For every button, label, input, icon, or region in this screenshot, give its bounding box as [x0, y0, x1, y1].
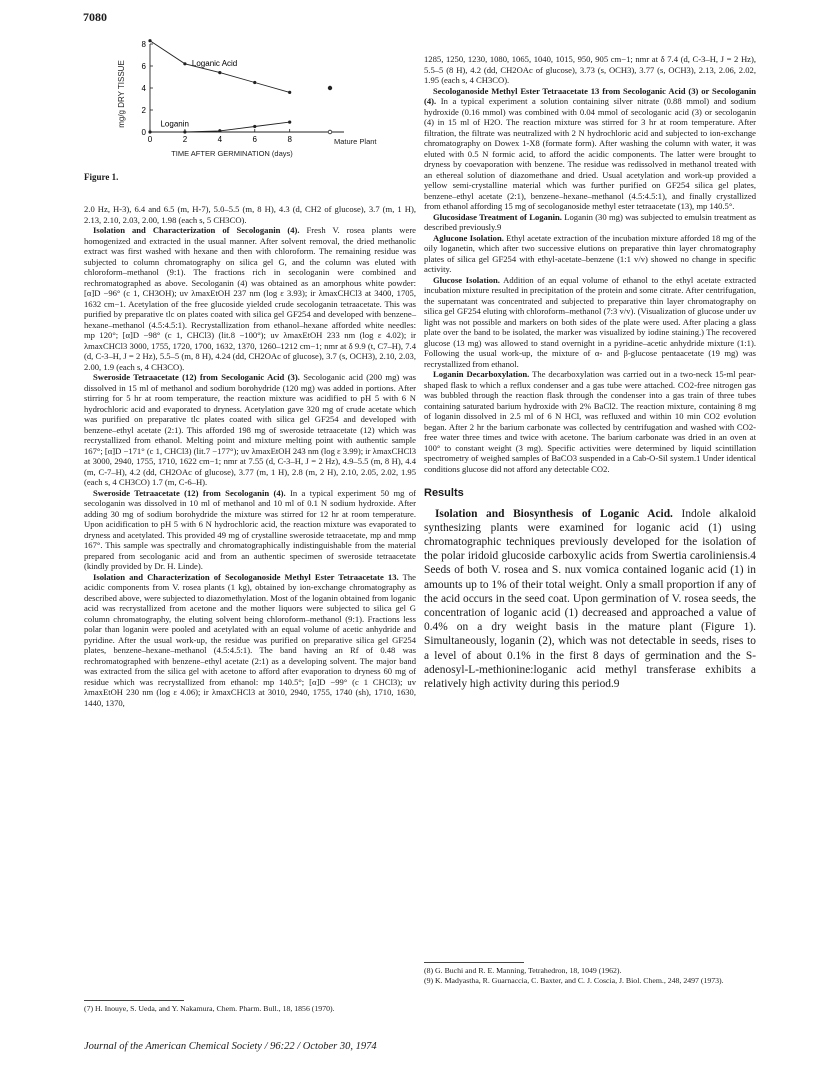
data-point — [288, 91, 291, 94]
x-tick-label: 4 — [217, 135, 223, 144]
left-paragraph — [84, 572, 416, 709]
paragraph-text: In a typical experiment 50 mg of secologanin was dissolved in 10 ml of methanol and 10 ml of 0.1 N sodium hydroxide. After adding 30 mg of sodium borohydride the mixture was stirred for 12 hr at room temperature. Upon acidification to pH 5 with 6 N hydrochloric acid, the reaction mixture was evaporated to dryness and acetylated. This provided 49 mg of crystalline sweroside tetraacetate, mp and mmp 167°. This sample was spectrally and chromatographically indistinguishable from the material prepared from secologanic acid and from an authentic specimen of sweroside tetraacetate (kindly provided by Dr. H. Linde). — [84, 487, 416, 571]
left-column — [84, 204, 416, 708]
right-paragraph — [424, 86, 756, 212]
right-paragraph — [424, 54, 756, 86]
x-tick-label: 6 — [252, 135, 257, 144]
paragraph-text: Addition of an equal volume of ethanol to the ethyl acetate extracted incubation mixture resulted in precipitation of the protein and some citrate. After centrifugation, the supernatant was concentrated and subjected to preparative thin layer chromatography on silica gel GF254 eluting with chloroform–methanol (7:3 v/v). (Visualization of glucose under uv light was not possible and markers on both sides of the plate were used. After placing a glass plate over the band to be isolated, the marker was visualized by iodine staining.) The recovered glucose (13 mg) was allowed to stand overnight in a pyridine–acetic anhydride mixture (1:1). Following the usual work-up, the mixture of α- and β-glucose pentaacetate (19 mg) was recrystallized from ethanol. — [424, 274, 756, 369]
data-point — [148, 130, 151, 133]
mature-plant-point — [328, 86, 332, 90]
figure-caption: Figure 1. — [84, 172, 119, 182]
series-label: Loganic Acid — [191, 59, 238, 68]
paragraph-text: Ethyl acetate extraction of the incubation mixture afforded 18 mg of the oily loganetin, which after two successive elutions on preparative thin layer chromatography plates of silica gel GF254 with ethyl-acetate–benzene (1:1 v/v) showed no change in specific activity. — [424, 232, 756, 274]
right-column — [424, 54, 756, 691]
data-point — [148, 39, 151, 42]
right-paragraph — [424, 212, 756, 233]
paragraph-heading: Secologanoside Methyl Ester Tetraacetate 13 from Secologanic Acid (3) or Secologanin (4). — [424, 85, 756, 106]
paragraph-text: In a typical experiment a solution containing silver nitrate (0.88 mmol) and sodium hydroxide (0.16 mmol) was combined with 0.04 mmol of secologanic acid (3) or secologanin (4) in 15 ml of H2O. The reaction mixture was stirred for 3 hr at room temperature. After filtration, the filtrate was neutralized with 2 N hydrochloric acid and subjected to ion-exchange chromatography on Dowex 1-X8 (formate form). After washing the column with water, it was eluted with 0.5 N formic acid, to afford the acidic components. The latter were brought to dryness by coevaporation with benzene. The residue was redissolved in methanol treated with an ethereal solution of diazomethane and dried. Usual acetylation and work-up provided a yellow semi-crystalline material which was further purified on GF254 silica gel plates, benzene–ethyl acetate (2:1), benzene–hexane–methanol (4.5:4.5:1), and finally crystallized from ethanol affording 15 mg of secologanoside methyl ester tetraacetate (13), mp 140.5°. — [424, 96, 756, 211]
x-axis-label: TIME AFTER GERMINATION (days) — [171, 149, 293, 158]
data-point — [218, 71, 221, 74]
y-axis-label — [117, 60, 126, 128]
results-section — [424, 507, 756, 692]
mature-plant-label: Mature Plant — [334, 137, 377, 146]
page-number: 7080 — [83, 10, 107, 24]
paragraph-heading: Sweroside Tetraacetate (12) from Secologanic Acid (3). — [93, 372, 300, 382]
figure-1-chart — [112, 36, 377, 166]
data-point — [183, 62, 186, 65]
paragraph-heading: Isolation and Characterization of Secologanoside Methyl Ester Tetraacetate 13. — [93, 571, 399, 582]
paragraph-heading: Aglucone Isolation. — [433, 232, 504, 243]
left-paragraph — [84, 204, 416, 225]
paragraph-text: Fresh V. rosea plants were homogenized and extracted in the usual manner. After solvent removal, the dried methanolic extract was first washed with hexane and then with chloroform. The remaining residue was subjected to column chromatography on silica gel G, and the column was eluted with chloroform–methanol (9:1). The fractions rich in secologanin were combined and rechromatographed as above. Secologanin (4) was obtained as an amorphous white powder: [α]D −96° (c 1, CH3OH); uv λmaxEtOH 237 nm (log ε 3.93); ir λmaxCHCl3 at 3400, 1705, 1632 cm−1. Acetylation of the free glucoside yielded crude secologanin tetraacetate. This was purified by preparative tlc on plates coated with silica gel GF254 and developed with benzene–hexane–methanol (4.5:4.5:1). Recrystallization from ethanol–hexane afforded white needles: mp 120°; [α]D −98° (c 1, CHCl3) (lit.8 −100°); uv λmaxEtOH 233 nm (log ε 4.02); ir λmaxCHCl3 3000, 1755, 1720, 1700, 1632, 1370, 1260–1212 cm−1; nmr at δ 9.9 (t, C7–H), 7.4 (d, C-3–H, J = 2 Hz), 5.5–5 (m, 8 H), 4.24 (dd, CH2OAc of glucose), 3.7 (s, OCH3), 2.10, 2.03, 2.00, 1.9 (each s, 4 CH3CO). — [84, 225, 416, 372]
y-tick-label: 8 — [141, 40, 146, 49]
y-tick-label: 0 — [141, 128, 146, 137]
paragraph-text: The acidic components from V. rosea plants (1 kg), obtained by ion-exchange chromatography as described above, were subjected to diazomethylation. Most of the loganin obtained from loganic acid was recrystallized from acetone and the mother liquors were subjected to silica gel G column chromatography, the eluting solvent being chloroform–methanol (9:1). Fractions less polar than loganin were pooled and acetylated with an equal volume of acetic anhydride and pyridine. After the usual work-up, the residue was purified on preparative silica gel GF254 plates, benzene–hexane–methanol (4.5:4.5:1). The band having an Rf of 0.48 was rechromatographed with benzene–ethyl acetate (2:1) as a developing solvent. The major band was extracted from the silica gel with acetone to afford after evaporation to dryness 60 mg of residue which was recrystallized from ethanol: mp 140.5°; [α]D −99° (c 1 CHCl3); uv λmaxEtOH 230 nm (log ε 4.06); ir λmaxCHCl3 at 3010, 2940, 1755, 1740 (sh), 1710, 1630, 1440, 1370, — [84, 571, 416, 708]
left-paragraph — [84, 372, 416, 488]
data-point — [218, 129, 221, 132]
journal-footer: Journal of the American Chemical Society / 96:22 / October 30, 1974 — [84, 1041, 377, 1052]
paragraph-text: Secologanic acid (200 mg) was dissolved in 15 ml of methanol and sodium borohydride (120 mg) was added in portions. After stirring for 5 hr at room temperature, the reaction mixture was acidified to pH 5 with 6 N hydrochloric acid and evaporated to dryness. Acetylation gave 320 mg of crude acetate which was purified on preparative tlc plates coated with silica gel GF254 and developed with benzene–ethyl acetate (2:1). This afforded 198 mg of sweroside tetraacetate (12) which was recrystallized from ethanol. Melting point and mixture melting point with authentic sample 167°; [α]D −171° (c 1, CHCl3) (lit.7 −177°); uv λmaxEtOH 243 nm (log ε 3.99); ir λmaxCHCl3 at 3000, 2940, 1755, 1710, 1622 cm−1; nmr at 7.55 (d, C-3–H, J = 2 Hz), 4.9–5.5 (m, 8 H), 4.4 (m, C-7–H), 4.2 (dd, CH2OAc of glucose), 3.77 (m, 1 H), 2.8 (m, 2 H), 2.10, 2.05, 2.02, 1.95 (each s, 4 CH3CO) 1.7 (m, C-6–H). — [84, 372, 416, 487]
results-heading: Results — [424, 487, 464, 499]
x-tick-label: 0 — [147, 135, 153, 144]
footnote: (9) K. Madyastha, R. Guarnaccia, C. Baxter, and C. J. Coscia, J. Biol. Chem., 248, 2497 (1973). — [424, 975, 724, 985]
paragraph-heading: Loganin Decarboxylation. — [433, 369, 530, 379]
paragraph-heading: Glucose Isolation. — [433, 274, 500, 285]
results-text: Indole alkaloid synthesizing plants were examined for loganic acid (1) using chromatographic techniques previously developed for the isolation of the polar iridoid glucoside carboxylic acids from Swertia caroliniensis.4 Seeds of both V. rosea and S. nux vomica contained loganic acid (1) in amounts up to 1% of their total weight. Only a small proportion if any of the acid occurs in the seed coat. Upon germination of V. rosea seeds, the concentration of loganic acid (1) decreased and approached a value of 0.4% on a dry weight basis in the mature plant (Figure 1). Simultaneously, loganin (2), which was not detectable in seeds, rises to a level of about 0.1% in the first 8 days of germination and the S-adenosyl-L-methionine:loganic acid methyl transferase exhibits a relatively high activity during this period.9 — [424, 507, 756, 690]
left-paragraph — [84, 488, 416, 572]
y-tick-label: 6 — [141, 62, 146, 71]
left-paragraph — [84, 225, 416, 372]
mature-plant-point — [328, 130, 332, 134]
right-paragraph — [424, 275, 756, 370]
data-point — [253, 125, 256, 128]
paragraph-heading: Sweroside Tetraacetate (12) from Secologanin (4). — [93, 487, 286, 498]
svg-text:mg/g DRY TISSUE: mg/g DRY TISSUE — [117, 60, 126, 128]
footnotes-left — [84, 1000, 416, 1014]
y-tick-label: 4 — [141, 84, 146, 93]
results-lead: Isolation and Biosynthesis of Loganic Acid. — [435, 507, 673, 520]
right-paragraph — [424, 369, 756, 474]
data-point — [183, 130, 186, 133]
series-label: Loganin — [160, 119, 189, 129]
paragraph-text: 1285, 1250, 1230, 1080, 1065, 1040, 1015, 950, 905 cm−1; nmr at δ 7.4 (d, C-3–H, J = 2 Hz), 5.5–5 (8 H), 4.2 (dd, CH2OAc of glucose), 3.73 (s, OCH3), 3.77 (s, OCH3), 2.13, 2.06, 2.02, 1.95 (each s, 4 CH3CO). — [424, 54, 756, 85]
footnotes-right — [424, 962, 756, 985]
x-tick-label: 8 — [287, 135, 292, 144]
right-paragraph — [424, 233, 756, 275]
paragraph-text: 2.0 Hz, H-3), 6.4 and 6.5 (m, H-7), 5.0–5.5 (m, 8 H), 4.3 (d, CH2 of glucose), 3.7 (m, 1 H), 2.13, 2.10, 2.03, 2.00, 1.98 (each s, 5 CH3CO). — [84, 204, 416, 225]
paragraph-text: Loganin (30 mg) was subjected to emulsin treatment as described previously.9 — [424, 211, 756, 232]
y-tick-label: 2 — [141, 106, 146, 115]
paragraph-heading: Isolation and Characterization of Secologanin (4). — [93, 225, 300, 235]
data-point — [253, 81, 256, 84]
footnote: (7) H. Inouye, S. Ueda, and Y. Nakamura, Chem. Pharm. Bull., 18, 1856 (1970). — [84, 1004, 335, 1013]
paragraph-heading: Glucosidase Treatment of Loganin. — [433, 211, 562, 222]
footnote: (8) G. Buchi and R. E. Manning, Tetrahedron, 18, 1049 (1962). — [424, 966, 622, 975]
paragraph-text: The decarboxylation was carried out in a two-neck 15-ml pear-shaped flask to which a reflux condenser and a gas tube were attached. CO2-free nitrogen gas was bubbled through the reaction flask through the condenser into a gas train of three tubes containing saturated barium hydroxide with 2% BaCl2. The reaction mixture, containing 8 mg of loganin dissolved in 2.5 ml of 6 N HCl, was refluxed and within 10 min CO2 evolution began. After 2 hr the barium carbonate was collected by centrifugation and washed with CO2-free water three times and twice with acetone. The barium carbonate was dried in an oven at 100° to constant weight (3 mg). Specific activities were determined by liquid scintillation spectrometry of weighed samples of BaCO3 suspended in a Cab-O-Sil system.1 Under identical conditions glucose did not afford any detectable CO2. — [424, 369, 756, 474]
data-point — [288, 121, 291, 124]
x-tick-label: 2 — [182, 135, 188, 144]
